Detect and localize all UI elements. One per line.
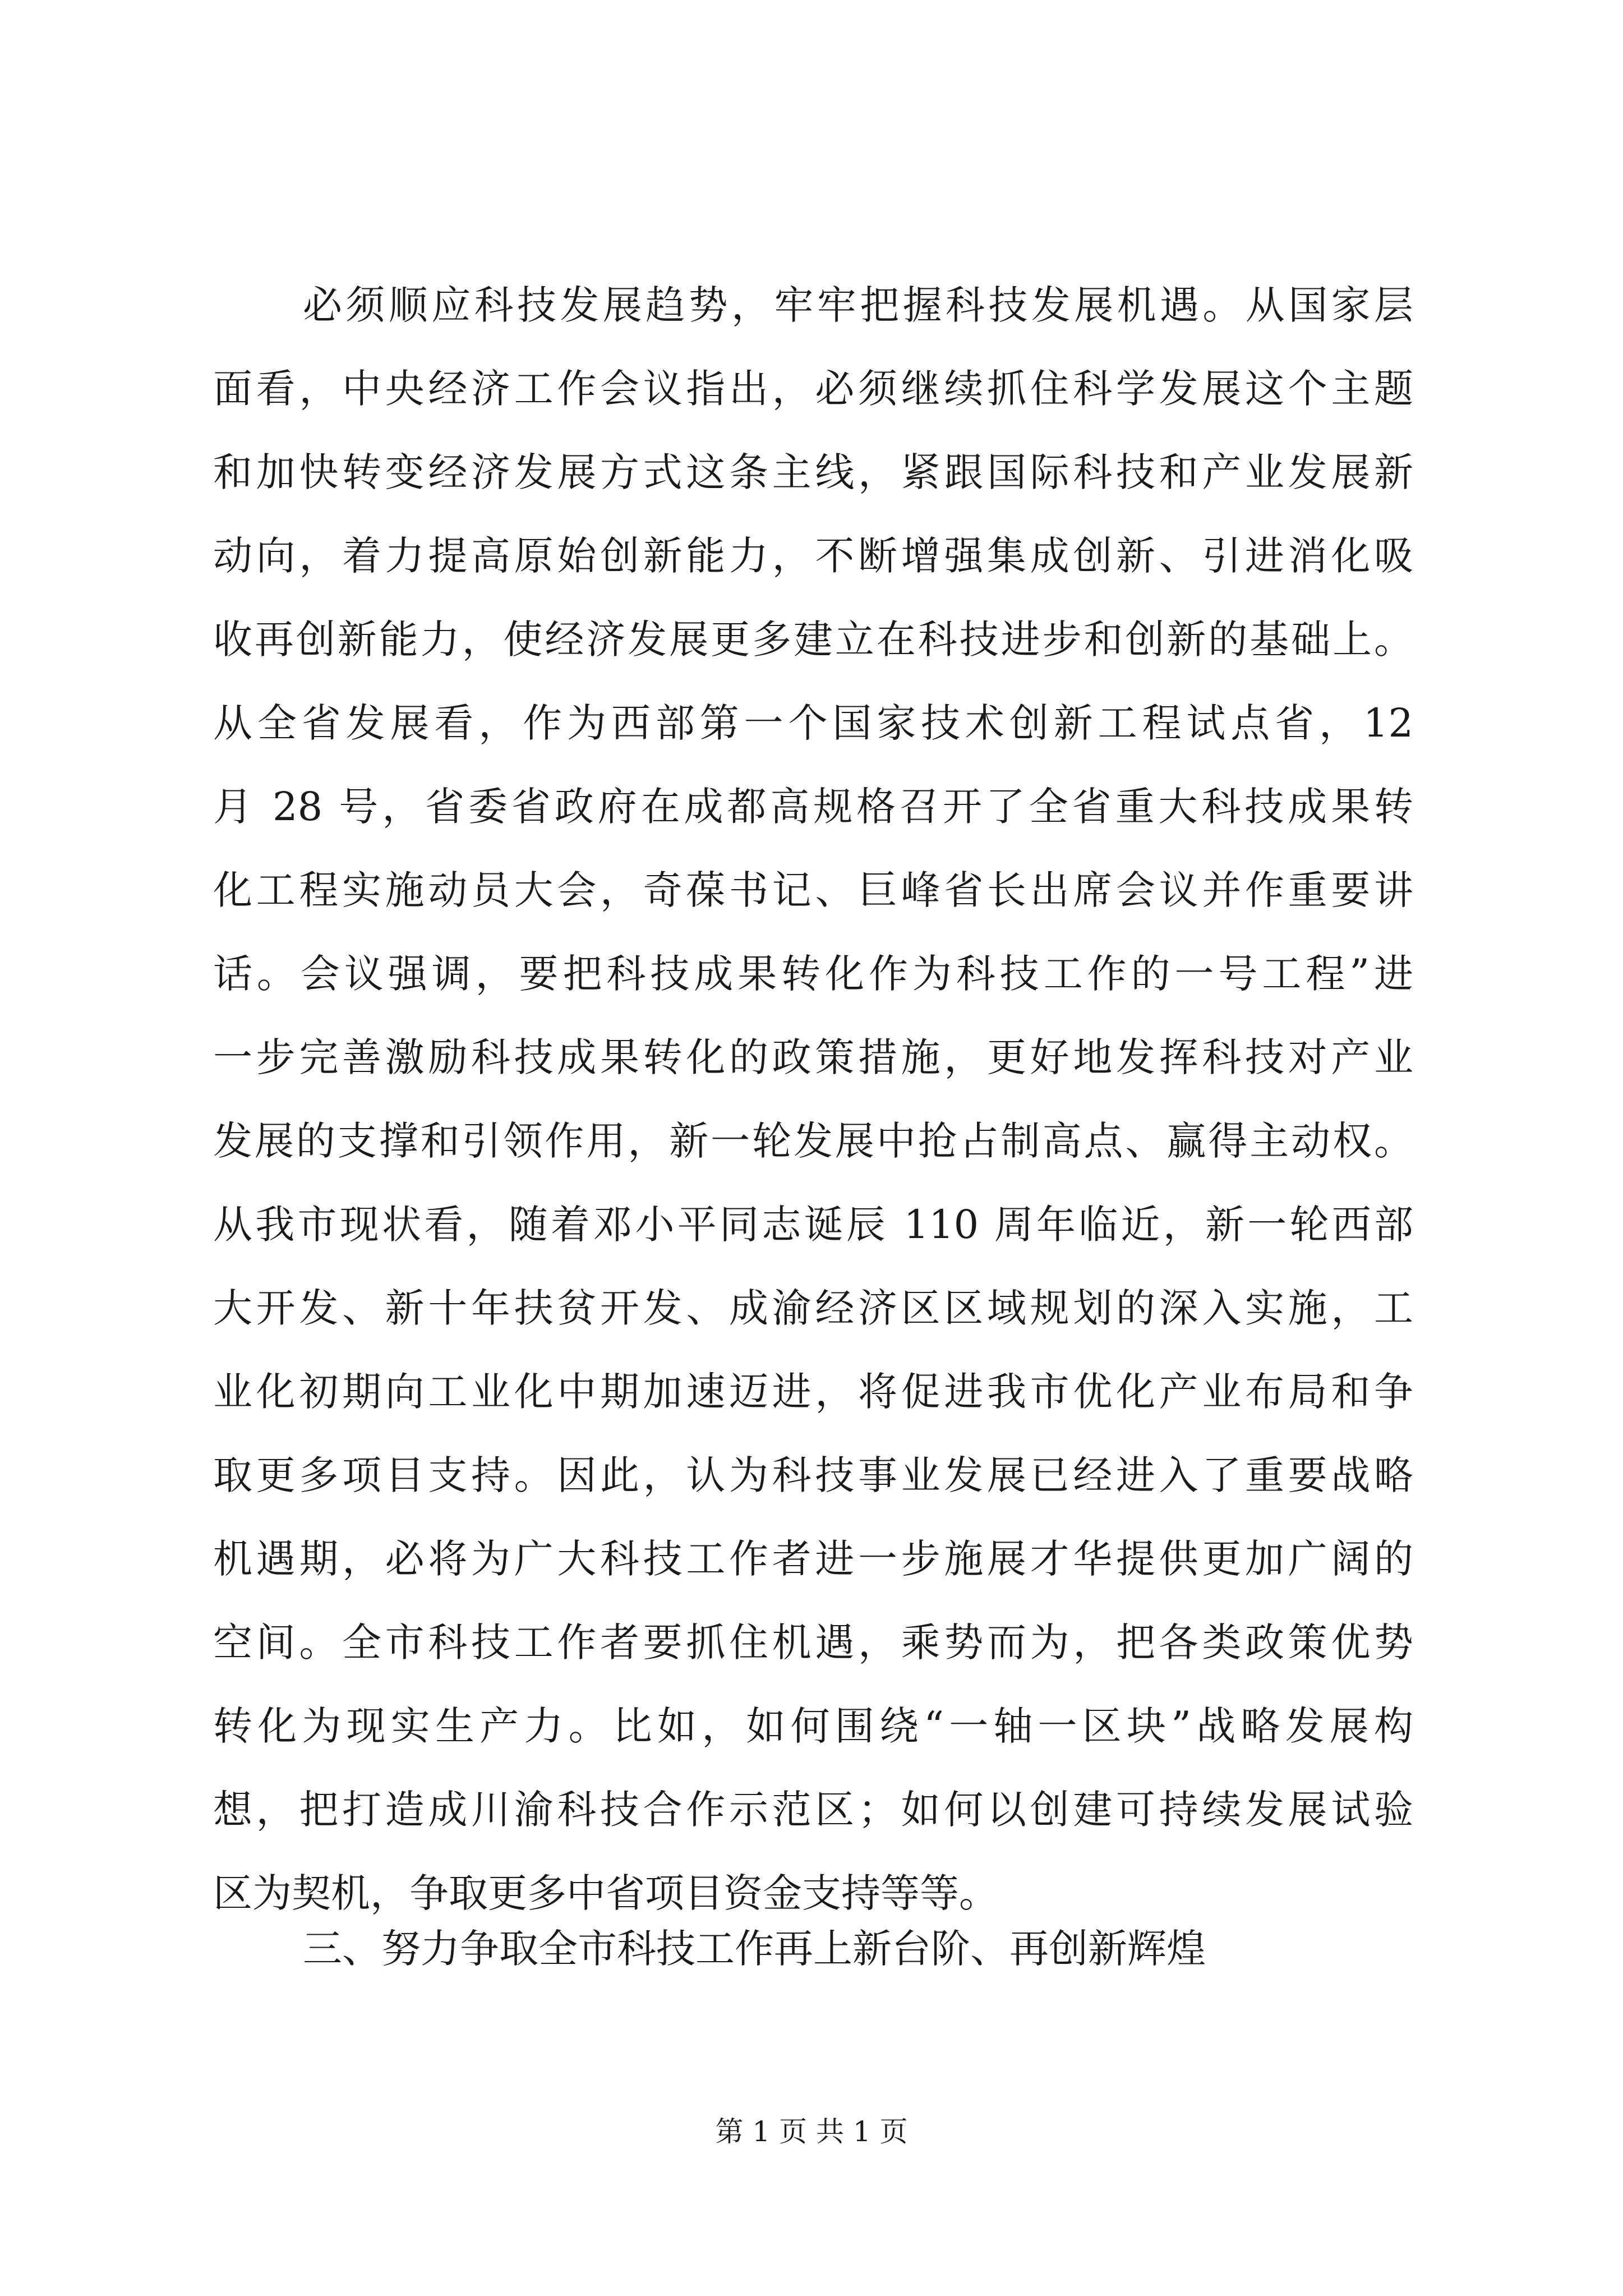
paragraph-line: 话。会议强调，要把科技成果转化作为科技工作的一号工程”进 (213, 951, 1413, 997)
paragraph-line: 必须顺应科技发展趋势，牢牢把握科技发展机遇。从国家层 (303, 282, 1413, 328)
paragraph-line: 取更多项目支持。因此，认为科技事业发展已经进入了重要战略 (213, 1452, 1413, 1498)
section-heading: 三、努力争取全市科技工作再上新台阶、再创新辉煌 (303, 1926, 1206, 1972)
body-paragraph (213, 264, 1413, 1935)
paragraph-line: 从全省发展看，作为西部第一个国家技术创新工程试点省，12 (213, 700, 1413, 746)
paragraph-line: 和加快转变经济发展方式这条主线，紧跟国际科技和产业发展新 (213, 449, 1413, 495)
paragraph-line: 想，把打造成川渝科技合作示范区；如何以创建可持续发展试验 (213, 1787, 1413, 1833)
paragraph-line: 空间。全市科技工作者要抓住机遇，乘势而为，把各类政策优势 (213, 1619, 1413, 1665)
paragraph-line: 大开发、新十年扶贫开发、成渝经济区区域规划的深入实施，工 (213, 1285, 1413, 1331)
paragraph-line: 转化为现实生产力。比如，如何围绕“一轴一区块”战略发展构 (213, 1703, 1413, 1749)
paragraph-line: 从我市现状看，随着邓小平同志诞辰 110 周年临近，新一轮西部 (213, 1202, 1413, 1248)
paragraph-line: 动向，着力提高原始创新能力，不断增强集成创新、引进消化吸 (213, 533, 1413, 579)
paragraph-line: 发展的支撑和引领作用，新一轮发展中抢占制高点、赢得主动权。 (213, 1118, 1413, 1164)
page-footer: 第 1 页 共 1 页 (715, 2115, 908, 2148)
paragraph-line: 区为契机，争取更多中省项目资金支持等等。 (213, 1870, 998, 1916)
paragraph-line: 月 28 号，省委省政府在成都高规格召开了全省重大科技成果转 (213, 784, 1413, 830)
paragraph-line: 收再创新能力，使经济发展更多建立在科技进步和创新的基础上。 (213, 616, 1413, 662)
paragraph-line: 一步完善激励科技成果转化的政策措施，更好地发挥科技对产业 (213, 1034, 1413, 1080)
paragraph-line: 机遇期，必将为广大科技工作者进一步施展才华提供更加广阔的 (213, 1536, 1413, 1582)
paragraph-line: 化工程实施动员大会，奇葆书记、巨峰省长出席会议并作重要讲 (213, 867, 1413, 913)
paragraph-line: 业化初期向工业化中期加速迈进，将促进我市优化产业布局和争 (213, 1369, 1413, 1415)
paragraph-line: 面看，中央经济工作会议指出，必须继续抓住科学发展这个主题 (213, 366, 1413, 412)
